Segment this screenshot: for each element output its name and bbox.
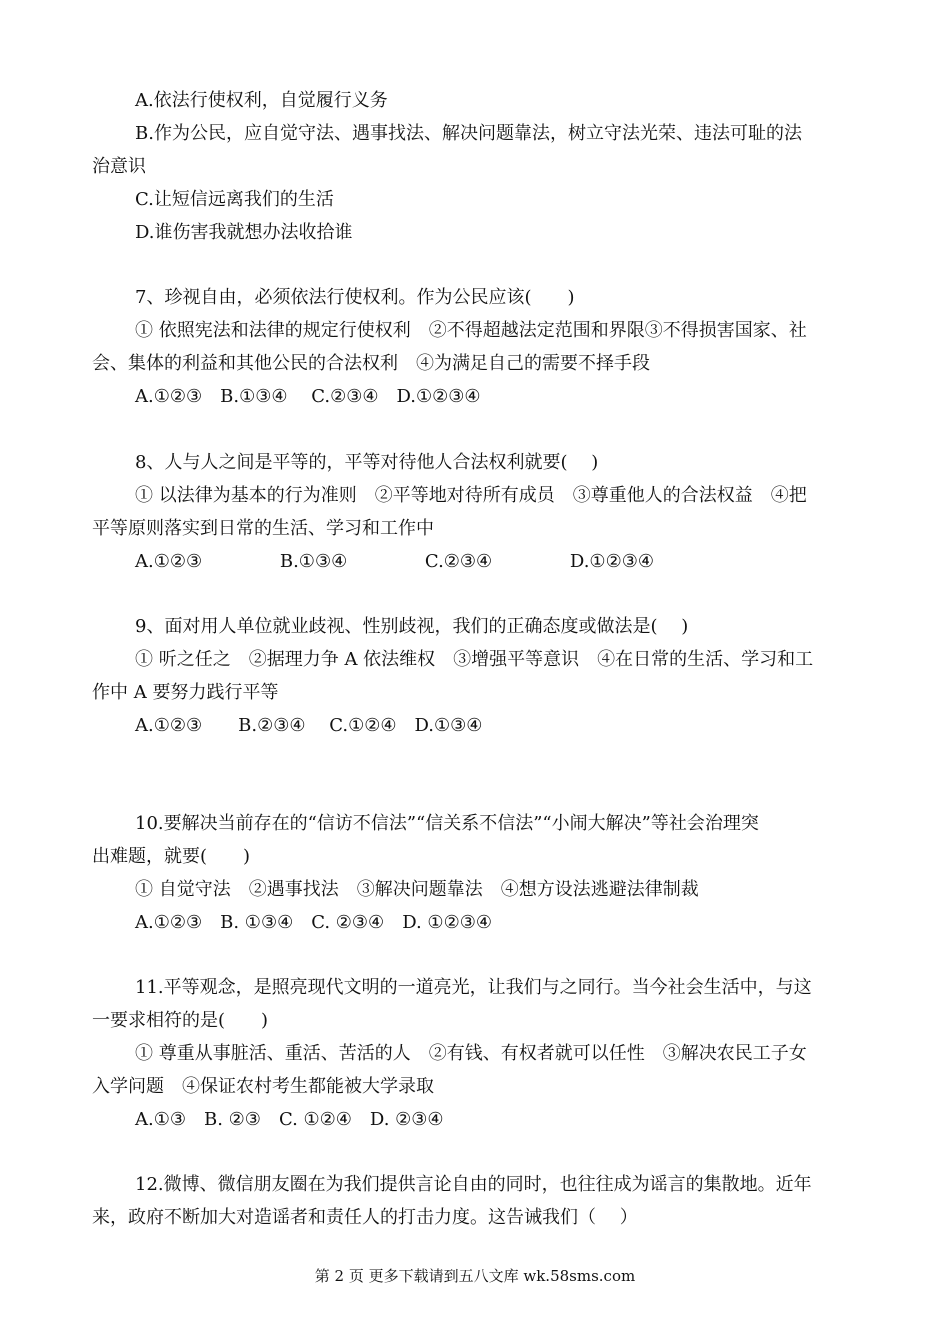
q9-items-line1: ① 听之任之 ②据理力争 A 依法维权 ③增强平等意识 ④在日常的生活、学习和工: [135, 649, 814, 670]
q8-stem: 8、人与人之间是平等的，平等对待他人合法权利就要( ): [135, 452, 599, 473]
q9-stem: 9、面对用人单位就业歧视、性别歧视，我们的正确态度或做法是( ): [135, 616, 689, 637]
page-footer: 第 2 页 更多下载请到五八文库 wk.58sms.com: [314, 1267, 636, 1285]
q11-items-line1: ① 尊重从事脏活、重活、苦活的人 ②有钱、有权者就可以任性 ③解决农民工子女: [135, 1043, 807, 1064]
q8-items-line2: 平等原则落实到日常的生活、学习和工作中: [92, 518, 434, 539]
q11-options: A.①③ B. ②③ C. ①②④ D. ②③④: [135, 1109, 444, 1130]
q12-stem-line2: 来，政府不断加大对造谣者和责任人的打击力度。这告诫我们（ ）: [92, 1207, 638, 1228]
q10-stem-line1: 10.要解决当前存在的“信访不信法”“信关系不信法”“小闹大解决”等社会治理突: [135, 813, 759, 834]
q9-options: A.①②③ B.②③④ C.①②④ D.①③④: [135, 715, 483, 736]
q10-stem-line2: 出难题，就要( ): [92, 846, 251, 867]
q9-items-line2: 作中 A 要努力践行平等: [92, 682, 279, 703]
q11-stem-line2: 一要求相符的是( ): [92, 1010, 269, 1031]
q7-items-line1: ① 依照宪法和法律的规定行使权利 ②不得超越法定范围和界限③不得损害国家、社: [135, 320, 807, 341]
option-b-continued: 治意识: [92, 156, 146, 177]
q10-items-line1: ① 自觉守法 ②遇事找法 ③解决问题靠法 ④想方设法逃避法律制裁: [135, 879, 699, 900]
q10-options: A.①②③ B. ①③④ C. ②③④ D. ①②③④: [135, 912, 492, 933]
q11-stem-line1: 11.平等观念，是照亮现代文明的一道亮光，让我们与之同行。当今社会生活中，与这: [135, 977, 812, 998]
q12-stem-line1: 12.微博、微信朋友圈在为我们提供言论自由的同时，也往往成为谣言的集散地。近年: [135, 1174, 812, 1195]
option-b: B.作为公民，应自觉守法、遇事找法、解决问题靠法，树立守法光荣、违法可耻的法: [135, 123, 802, 144]
q8-items-line1: ① 以法律为基本的行为准则 ②平等地对待所有成员 ③尊重他人的合法权益 ④把: [135, 485, 807, 506]
q7-stem: 7、珍视自由，必须依法行使权利。作为公民应该( ): [135, 287, 575, 308]
q8-options: A.①②③ B.①③④ C.②③④ D.①②③④: [135, 551, 654, 572]
q7-options: A.①②③ B.①③④ C.②③④ D.①②③④: [135, 386, 481, 407]
option-d: D.谁伤害我就想办法收拾谁: [135, 222, 353, 243]
q11-items-line2: 入学问题 ④保证农村考生都能被大学录取: [92, 1076, 434, 1097]
q7-items-line2: 会、集体的利益和其他公民的合法权利 ④为满足自己的需要不择手段: [92, 353, 650, 374]
option-a: A.依法行使权利，自觉履行义务: [135, 90, 388, 111]
option-c: C.让短信远离我们的生活: [135, 189, 334, 210]
